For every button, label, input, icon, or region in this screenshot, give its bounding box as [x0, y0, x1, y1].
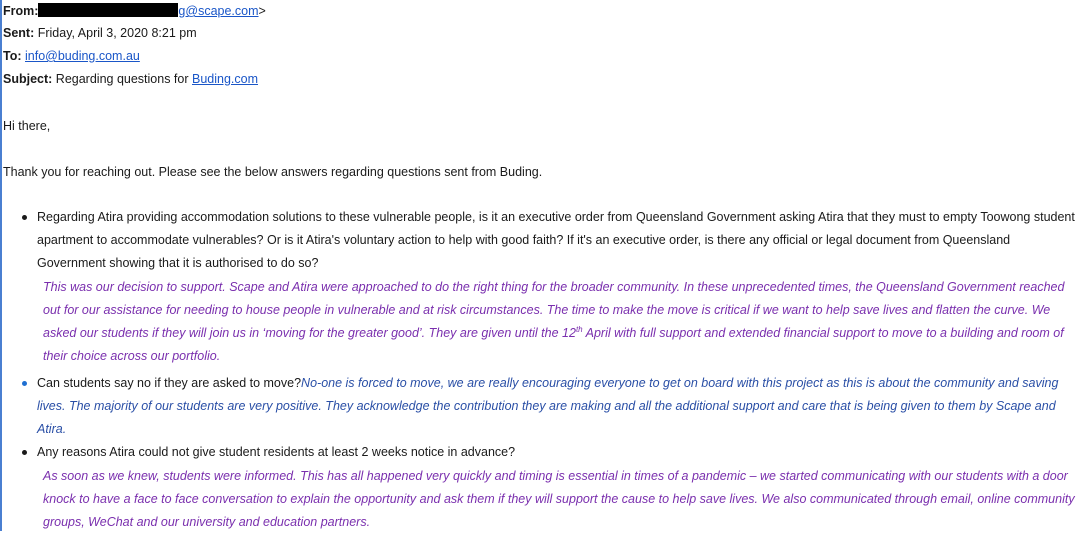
subject-text: Regarding questions for — [55, 72, 192, 86]
sent-label: Sent: — [3, 26, 35, 40]
bullet-1 — [22, 215, 27, 220]
intro-paragraph: Thank you for reaching out. Please see the below answers regarding questions sent from Buding. — [3, 165, 543, 179]
subject-label: Subject: — [3, 72, 53, 86]
subject-link[interactable]: Buding.com — [192, 72, 259, 86]
sent-line — [3, 22, 197, 45]
from-email-link[interactable]: g@scape.com — [178, 4, 259, 18]
answer-1-text-a: This was our decision to support. Scape and Atira were approached to do the right thing for the broader community. In these unprecedented times, the Queensland Government reached out for our assistance for needing to house people in vulnerable and at risk circumstances. The time to make the move is critical if we want to help save lives and flatten the curve. We asked our students if they will join us in ‘moving for the greater good’. They are given until the 12 — [43, 280, 1065, 340]
to-line — [3, 45, 140, 68]
sent-value: Friday, April 3, 2020 8:21 pm — [37, 26, 197, 40]
question-1: Regarding Atira providing accommodation solutions to these vulnerable people, is it an executive order from Queensland Government asking Atira that they must to empty Toowong student apartment to accommodate vulnerables? Or is it Atira's voluntary action to help with good faith? If it's an executive order, is there any official or legal document from Queensland Government showing that it is authorised to do so? — [37, 210, 1075, 270]
email-left-border — [0, 0, 2, 531]
answer-1 — [43, 276, 1079, 368]
question-3: Any reasons Atira could not give student residents at least 2 weeks notice in advance? — [37, 445, 516, 459]
from-label: From: — [3, 4, 39, 18]
question-2-block — [37, 372, 1079, 441]
subject-line — [3, 68, 258, 91]
bullet-2 — [22, 381, 27, 386]
to-email-link[interactable]: info@buding.com.au — [25, 49, 140, 63]
bullet-3 — [22, 450, 27, 455]
from-close-bracket: > — [258, 4, 266, 18]
question-2: Can students say no if they are asked to move? — [37, 376, 302, 390]
answer-1-superscript: th — [575, 324, 583, 334]
answer-2: No-one is forced to move, we are really encouraging everyone to get on board with this project as this is about the community and saving lives. The majority of our students are very positive. They acknowledge the contribution they are making and all the additional support and care that is being given to them by Scape and Atira. — [37, 376, 1059, 436]
redacted-sender-name — [38, 3, 178, 17]
to-label: To: — [3, 49, 22, 63]
from-line — [3, 0, 266, 22]
answer-3: As soon as we knew, students were informed. This has all happened very quickly and timing is essential in times of a pandemic – we started communicating with our students with a door knock to have a face to face conversation to explain the opportunity and ask them if they will support the cause to help save lives. We also communicated through email, online community groups, WeChat and our university and education partners. — [43, 469, 1075, 529]
answer-1-text-b: April with full support and extended financial support to move to a building and room of their choice across our portfolio. — [43, 326, 1064, 363]
greeting: Hi there, — [3, 119, 51, 133]
